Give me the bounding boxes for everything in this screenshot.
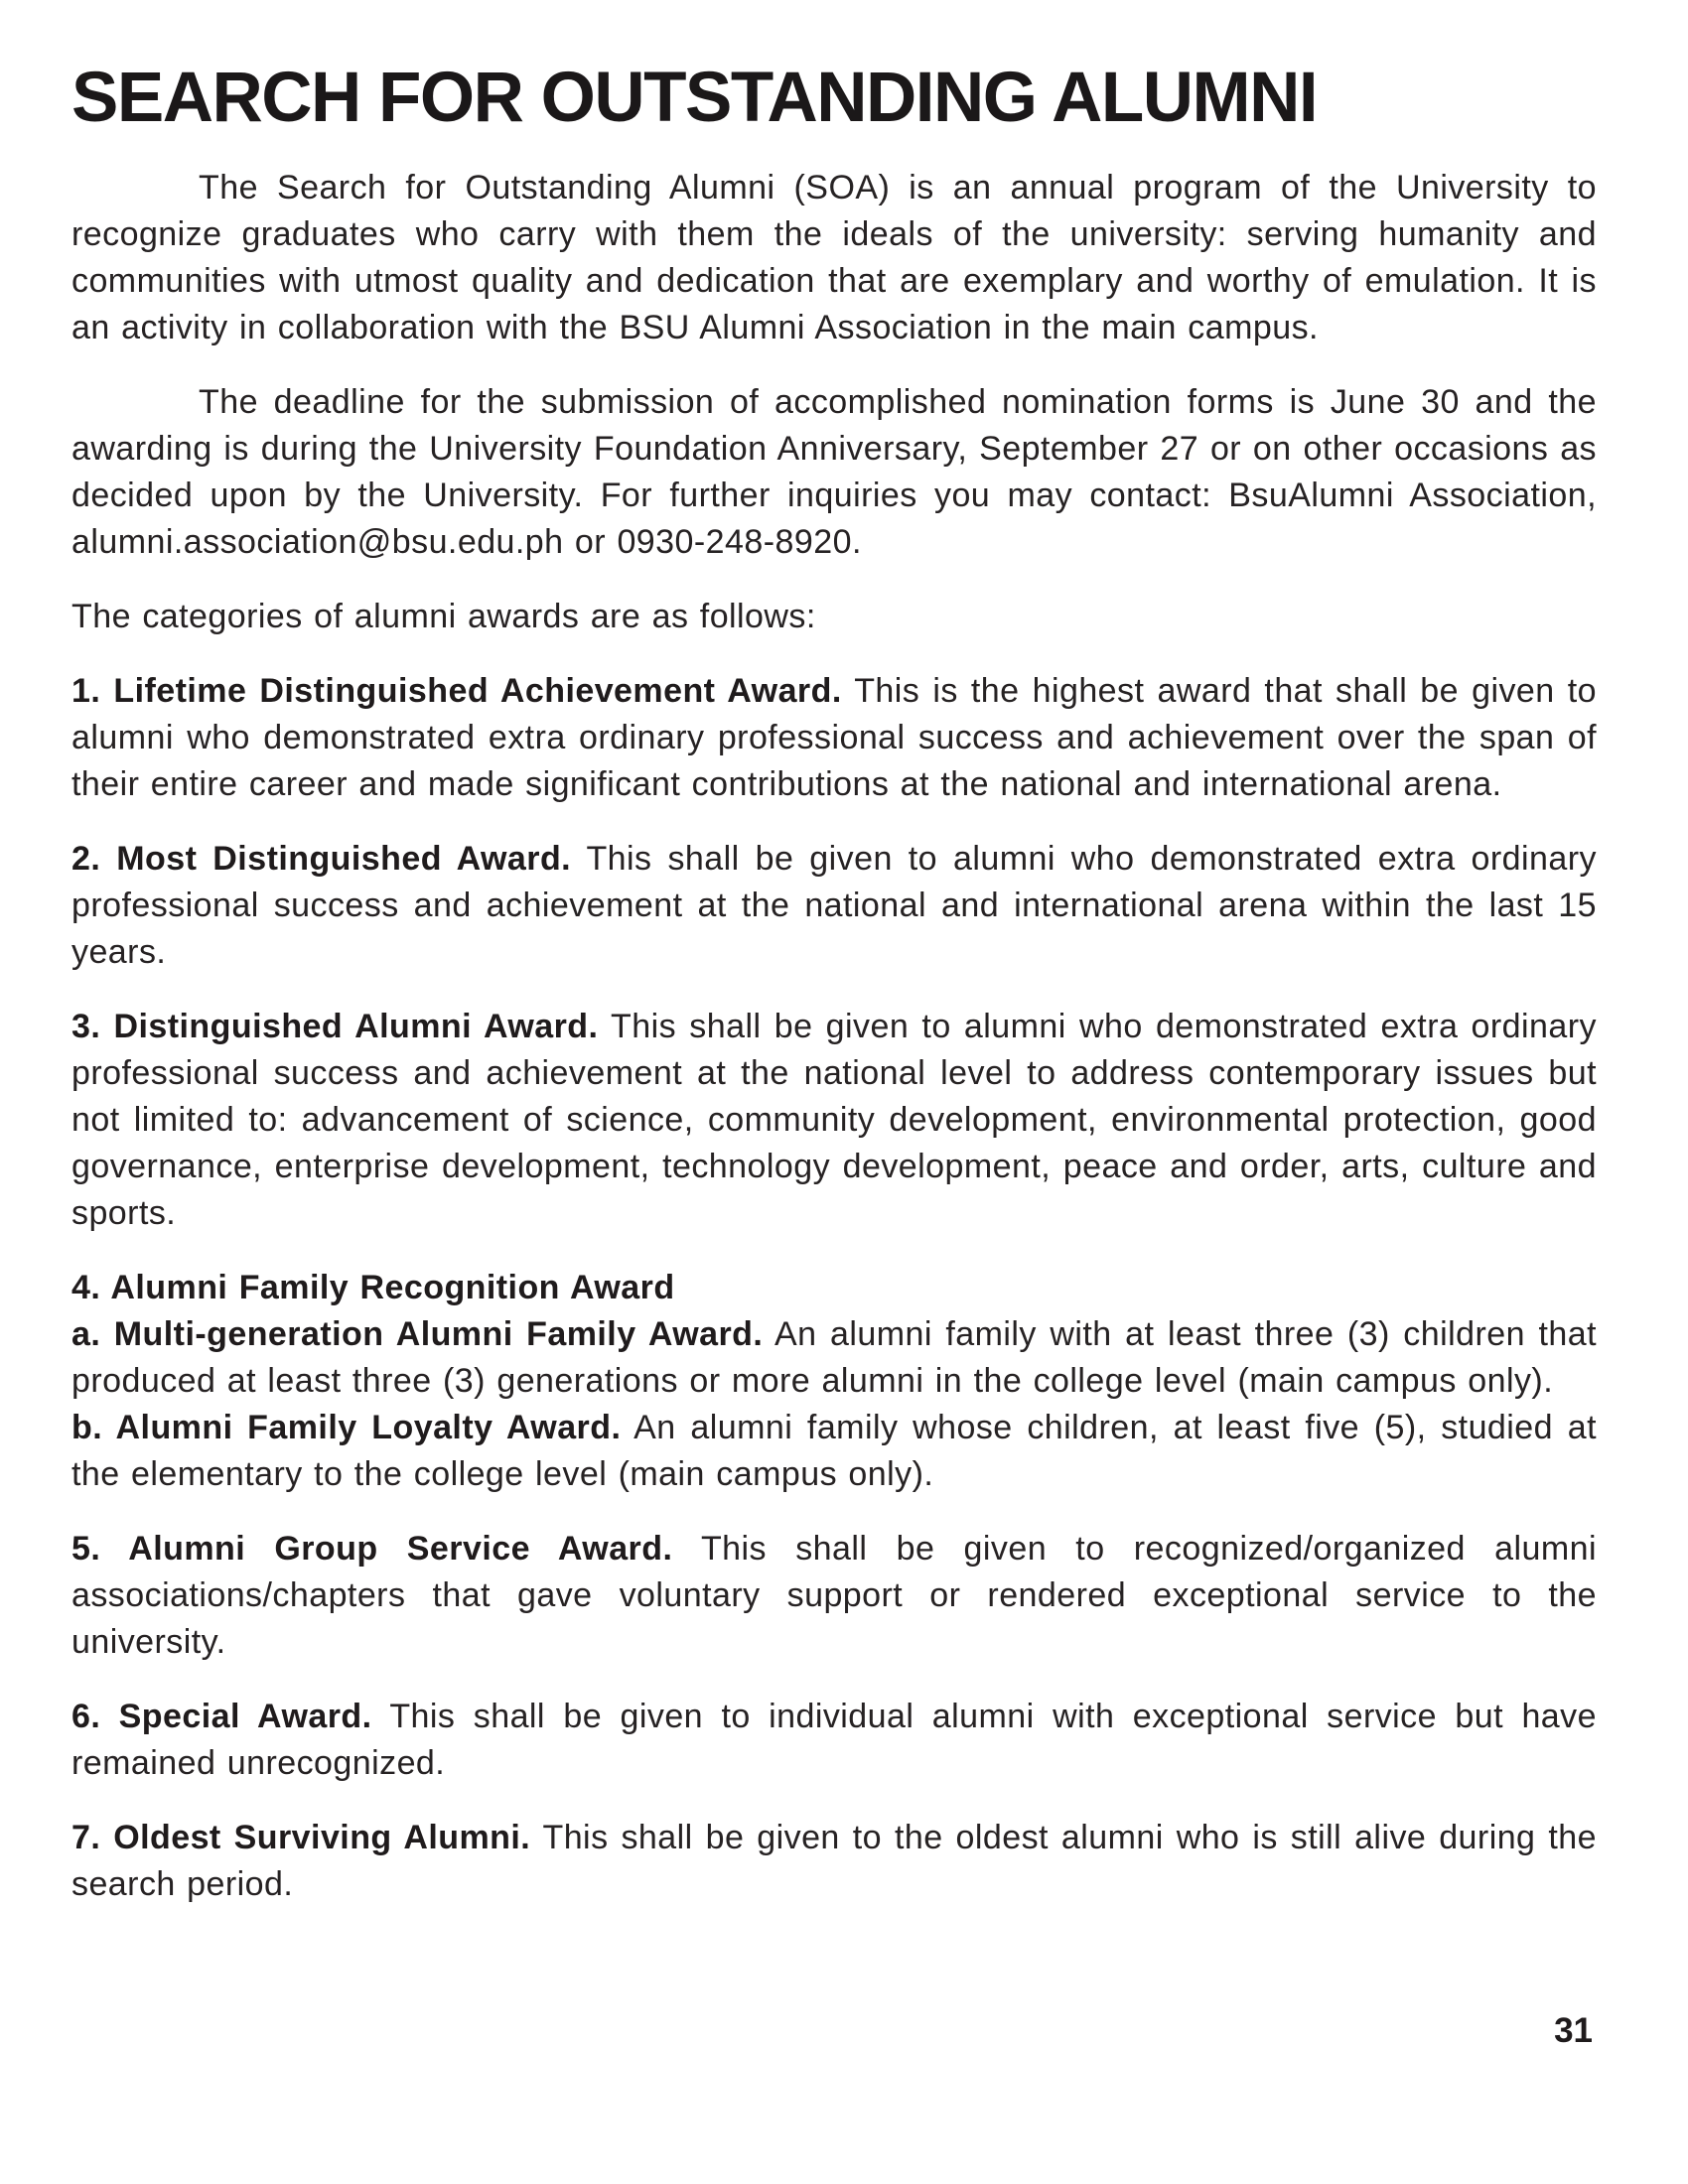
award-4-label: 4. Alumni Family Recognition Award xyxy=(71,1268,675,1306)
award-item-4a xyxy=(71,1311,1597,1405)
award-7-label: 7. Oldest Surviving Alumni. xyxy=(71,1818,531,1856)
award-3-label: 3. Distinguished Alumni Award. xyxy=(71,1007,599,1045)
award-6-text: This shall be given to individual alumni with exceptional service but have remained unrecognized. xyxy=(71,1697,1597,1782)
award-4b-text: An alumni family whose children, at least five (5), studied at the elementary to the college level (main campus only). xyxy=(71,1408,1597,1493)
award-5-text: This shall be given to recognized/organized alumni associations/chapters that gave voluntary support or rendered exceptional service to the university. xyxy=(71,1529,1597,1661)
intro-paragraph-1: The Search for Outstanding Alumni (SOA) is an annual program of the University to recognize graduates who carry with them the ideals of the university: serving humanity and communities with utmost quality and dedication that are exemplary and worthy of emulation. It is an activity in collaboration with the BSU Alumni Association in the main campus. xyxy=(71,168,1597,346)
categories-lead: The categories of alumni awards are as follows: xyxy=(71,597,816,635)
award-6-label: 6. Special Award. xyxy=(71,1697,372,1735)
intro-paragraph-2: The deadline for the submission of accomplished nomination forms is June 30 and the awarding is during the University Foundation Anniversary, September 27 or on other occasions as decided upon by the University. For further inquiries you may contact: BsuAlumni Association, alumni.association@bsu.edu.ph or 0930-248-8920. xyxy=(71,382,1597,561)
award-item-4-heading xyxy=(71,1265,1597,1311)
award-item-7 xyxy=(71,1815,1597,1908)
award-7-text: This shall be given to the oldest alumni who is still alive during the search period. xyxy=(71,1818,1597,1903)
award-item-2 xyxy=(71,836,1597,976)
award-1-text: This is the highest award that shall be given to alumni who demonstrated extra ordinary professional success and achievement over the span of their entire career and made significant contributions at the national and international arena. xyxy=(71,671,1597,803)
award-item-3 xyxy=(71,1004,1597,1237)
award-4a-label: a. Multi-generation Alumni Family Award. xyxy=(71,1314,764,1353)
award-item-5 xyxy=(71,1526,1597,1666)
award-4a-text: An alumni family with at least three (3) children that produced at least three (3) generations or more alumni in the college level (main campus only). xyxy=(71,1314,1598,1400)
award-2-text: This shall be given to alumni who demonstrated extra ordinary professional success and achievement at the national and international arena within the last 15 years. xyxy=(71,839,1597,971)
award-item-4b xyxy=(71,1405,1597,1498)
award-2-label: 2. Most Distinguished Award. xyxy=(71,839,572,878)
award-item-6 xyxy=(71,1694,1597,1787)
award-5-label: 5. Alumni Group Service Award. xyxy=(71,1529,673,1568)
page-title: SEARCH FOR OUTSTANDING ALUMNI xyxy=(71,59,1318,137)
award-3-text: This shall be given to alumni who demonstrated extra ordinary professional success and achievement at the national level to address contemporary issues but not limited to: advancement of science, community development, environmental protection, good governance, enterprise development, technology development, peace and order, arts, culture and sports. xyxy=(71,1007,1597,1232)
award-item-1 xyxy=(71,668,1597,808)
award-4b-label: b. Alumni Family Loyalty Award. xyxy=(71,1408,622,1446)
page-number: 31 xyxy=(1554,2011,1593,2050)
award-1-label: 1. Lifetime Distinguished Achievement Award. xyxy=(71,671,842,710)
